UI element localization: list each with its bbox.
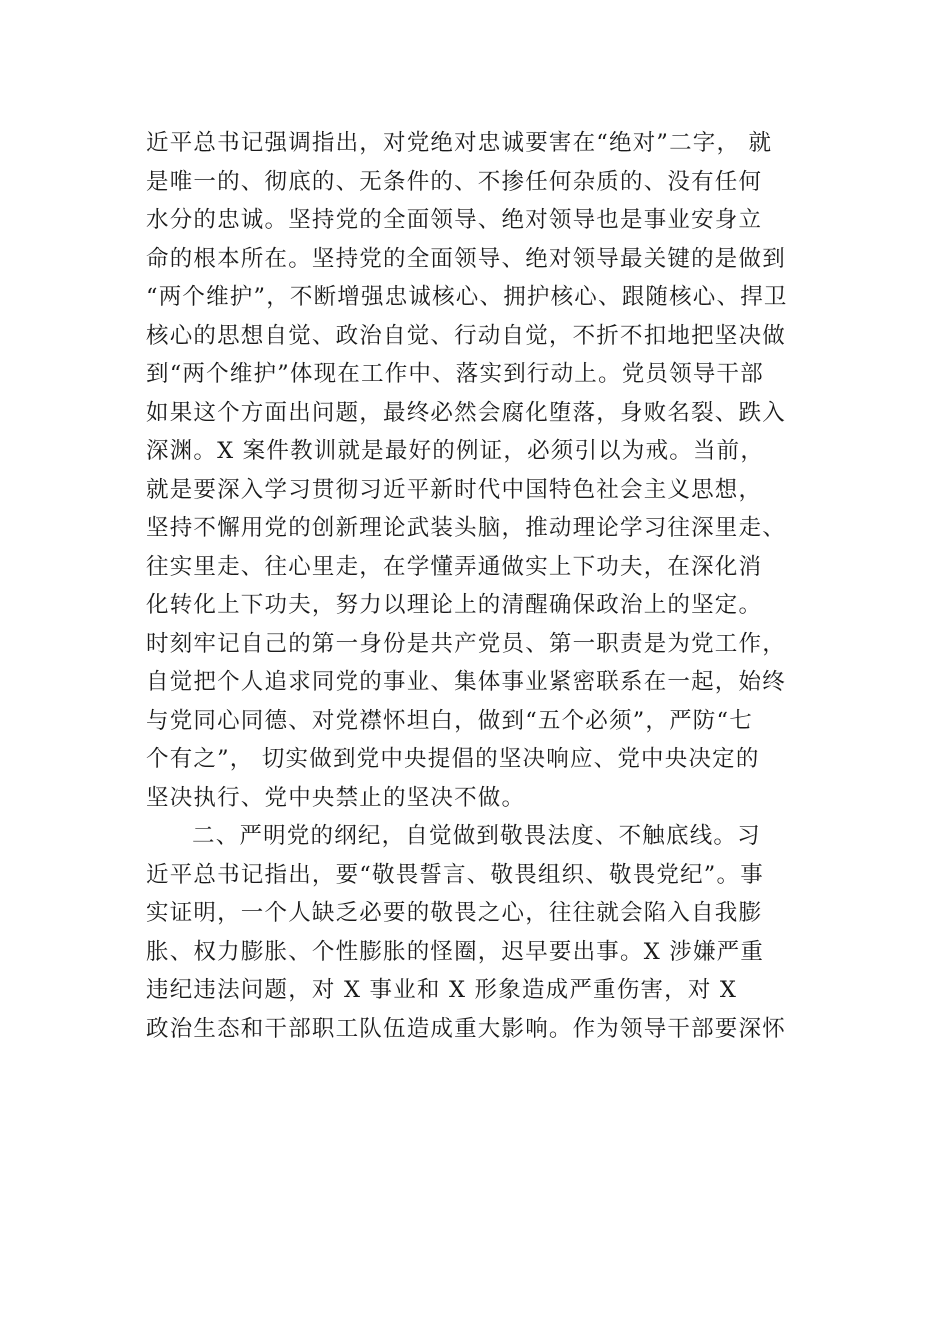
text-line: 个有之”， 切实做到党中央提倡的坚决响应、党中央决定的 [146, 746, 760, 772]
text-line: 与党同心同德、对党襟怀坦白，做到“五个必须”，严防“七 [146, 707, 753, 734]
text-line: 是唯一的、彻底的、无条件的、不掺任何杂质的、没有任何 [146, 168, 763, 195]
text-line: 水分的忠诚。坚持党的全面领导、绝对领导也是事业安身立 [146, 207, 763, 233]
text-line: 核心的思想自觉、政治自觉、行动自觉，不折不扣地把坚决做 [146, 322, 786, 349]
text-line: 就是要深入学习贯彻习近平新时代中国特色社会主义思想， [146, 476, 763, 503]
text-line: 到“两个维护”体现在工作中、落实到行动上。党员领导干部 [146, 361, 764, 387]
text-line: 胀、权力膨胀、个性膨胀的怪圈，迟早要出事。X 涉嫌严重 [146, 938, 765, 965]
text-line: 坚决执行、党中央禁止的坚决不做。 [146, 784, 526, 811]
text-line: 违纪违法问题，对 X 事业和 X 形象造成严重伤害，对 X [146, 977, 738, 1003]
text-line: 化转化上下功夫，努力以理论上的清醒确保政治上的坚定。 [146, 592, 763, 618]
text-line: 近平总书记强调指出，对党绝对忠诚要害在“绝对”二字， 就 [146, 130, 773, 156]
text-line: 实证明，一个人缺乏必要的敬畏之心，往往就会陷入自我膨 [146, 900, 763, 926]
text-line: 命的根本所在。坚持党的全面领导、绝对领导最关键的是做到 [146, 245, 786, 272]
text-line: 深渊。X 案件教训就是最好的例证，必须引以为戒。当前， [146, 438, 765, 464]
text-line: 往实里走、往心里走，在学懂弄通做实上下功夫，在深化消 [146, 553, 763, 580]
text-line: 坚持不懈用党的创新理论武装头脑，推动理论学习往深里走、 [146, 515, 786, 541]
text-line: 如果这个方面出问题，最终必然会腐化堕落，身败名裂、跌入 [146, 399, 786, 426]
section-heading-line: 二、严明党的纲纪，自觉做到敬畏法度、不触底线。习 [192, 823, 761, 849]
text-line: “两个维护”，不断增强忠诚核心、拥护核心、跟随核心、捍卫 [146, 284, 788, 310]
text-line: 自觉把个人追求同党的事业、集体事业紧密联系在一起，始终 [146, 669, 786, 695]
text-line: 时刻牢记自己的第一身份是共产党员、第一职责是为党工作， [146, 630, 786, 657]
body-text [146, 124, 826, 1048]
text-line: 政治生态和干部职工队伍造成重大影响。作为领导干部要深怀 [146, 1015, 786, 1042]
text-line: 近平总书记指出，要“敬畏誓言、敬畏组织、敬畏党纪”。事 [146, 861, 764, 888]
